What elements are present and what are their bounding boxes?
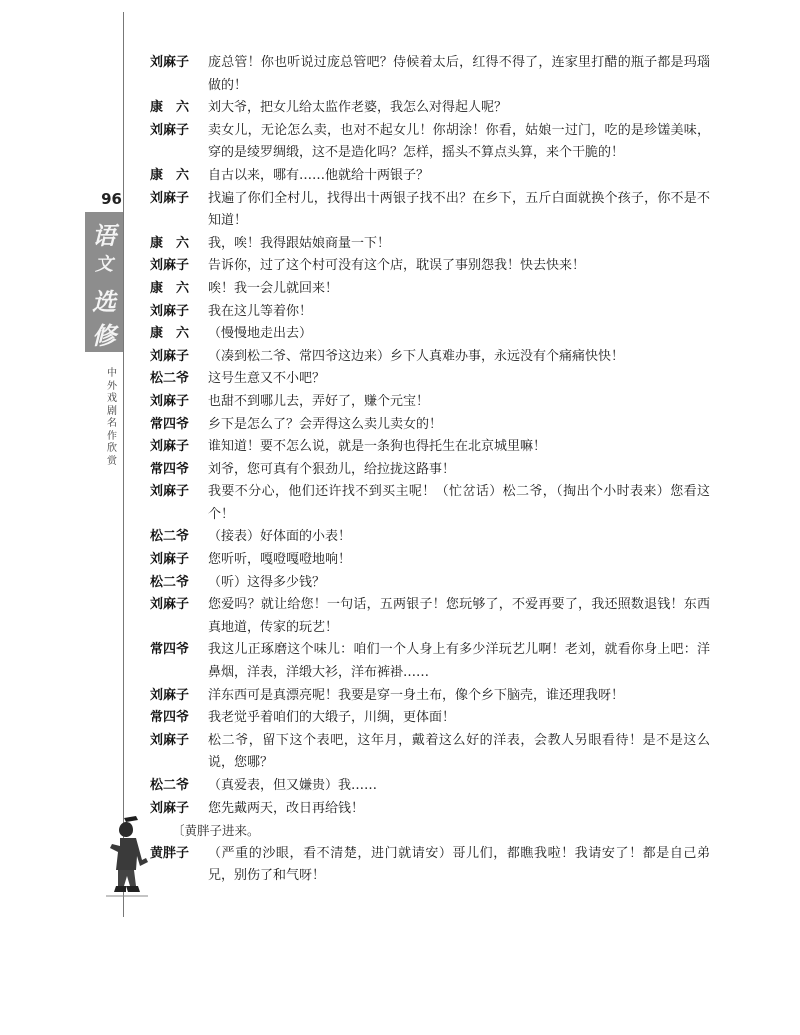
speech-text: 我在这儿等着你！ [208,303,313,319]
dialogue-line [150,323,710,346]
speaker-name: 刘麻子 [150,687,190,703]
dialogue-line [150,278,710,301]
dialogue-line [150,391,710,414]
dialogue-line [150,843,710,888]
speaker-name: 刘麻子 [150,55,190,70]
dialogue-line [150,459,710,482]
dialogue-line [150,436,710,459]
speech-text: 谁知道！要不怎么说，就是一条狗也得托生在北京城里嘛！ [208,439,547,455]
dialogue-line [150,707,710,730]
dialogue-line [150,188,710,233]
speech-text: 我，唉！我得跟姑娘商量一下！ [208,235,391,251]
speech-text: 这号生意又不小吧？ [208,371,326,387]
dialogue-line [150,730,710,775]
speaker-name: 刘麻子 [150,800,190,816]
speech-text: 您先戴两天，改日再给钱！ [208,800,365,816]
dialogue-text [150,52,710,888]
dialogue-line [150,549,710,572]
speech-text: 洋东西可是真漂亮呢！我要是穿一身土布，像个乡下脑壳，谁还理我呀！ [208,687,625,703]
dialogue-line [150,685,710,708]
speaker-name: 常四爷 [150,642,190,658]
speaker-name: 松二爷 [150,529,190,545]
series-title-vertical: 中外戏剧名作欣赏 [107,368,117,467]
speaker-name: 常四爷 [150,416,190,432]
speech-text: 告诉你，过了这个村可没有这个店，耽误了事别怨我！快去快来！ [208,258,586,274]
dialogue-line [150,52,710,97]
band-char: 文 [95,254,113,275]
dialogue-line [150,798,710,821]
dialogue-line [150,572,710,595]
speech-text: （慢慢地走出去） [208,326,313,342]
dialogue-line [150,233,710,256]
speech-text: 卖女儿，无论怎么卖，也对不起女儿！你胡涂！你看，姑娘一过门，吃的是珍馐美味，穿的是绫罗绸缎，这不是造化吗？怎样，摇头不算点头算，来个干脆的！ [208,122,710,161]
dialogue-line [150,97,710,120]
dialogue-line [150,255,710,278]
speech-text: 找遍了你们全村儿，找得出十两银子找不出？在乡下，五斤白面就换个孩子，你不是不知道！ [208,190,710,229]
speech-text: 自古以来，哪有……他就给十两银子？ [208,167,430,183]
speech-text: （接表）好体面的小表！ [208,529,352,545]
speech-text: 您爱吗？就让给您！一句话，五两银子！您玩够了，不爱再要了，我还照数退钱！东西真地道，传家的玩艺！ [208,597,710,635]
dialogue-line [150,414,710,437]
speech-text: 我老觉乎着咱们的大缎子，川绸，更体面！ [208,710,456,726]
margin-rule [123,12,124,917]
dialogue-line [150,120,710,165]
speech-text: 刘爷，您可真有个狠劲儿，给拉拢这路事！ [208,461,456,477]
dialogue-line [150,639,710,684]
speaker-name: 刘麻子 [150,732,190,748]
speech-text: （严重的沙眼，看不清楚，进门就请安）哥儿们，都瞧我啦！我请安了！都是自己弟兄，别伤了和气呀！ [208,845,710,884]
speech-text: 您听听，嘎噔嘎噔地响！ [208,552,352,568]
speaker-name: 刘麻子 [150,484,190,500]
speaker-name: 刘麻子 [150,439,190,455]
speaker-name: 松二爷 [150,778,190,793]
speaker-name: 刘麻子 [150,122,190,138]
speaker-name: 康 六 [150,100,190,116]
speech-text: 唉！我一会儿就回来！ [208,280,339,296]
speech-text: （真爱表，但又嫌贵）我…… [208,778,378,793]
speech-text: 也甜不到哪儿去，弄好了，赚个元宝！ [208,393,430,409]
speech-text: （听）这得多少钱？ [208,574,326,590]
speaker-name: 常四爷 [150,461,190,477]
speaker-name: 刘麻子 [150,597,190,613]
dialogue-line [150,165,710,188]
speaker-name: 康 六 [150,235,190,251]
speech-text: 我要不分心，他们还许找不到买主呢！（忙岔话）松二爷，（掏出个小时表来）您看这个！ [208,484,710,522]
figure-illustration-icon [96,808,156,900]
speech-text: 〔黄胖子进来。 [172,823,260,839]
side-title-band [85,212,123,352]
speaker-name: 康 六 [150,280,190,296]
speaker-name: 康 六 [150,167,190,183]
speech-text: 庞总管！你也听说过庞总管吧？侍候着太后，红得不得了，连家里打醋的瓶子都是玛瑙做的！ [208,55,710,93]
speaker-name: 康 六 [150,326,190,342]
speaker-name: 常四爷 [150,710,190,726]
dialogue-line [150,526,710,549]
band-char: 语 [92,221,116,250]
dialogue-line [150,301,710,324]
dialogue-line [150,481,710,526]
speech-text: （凑到松二爷、常四爷这边来）乡下人真难办事，永远没有个痛痛快快！ [208,348,625,364]
speech-text: 松二爷，留下这个表吧，这年月，戴着这么好的洋表，会教人另眼看待！是不是这么说，您哪？ [208,732,710,771]
band-char: 选 [92,287,116,316]
dialogue-line [150,594,710,639]
speaker-name: 刘麻子 [150,393,190,409]
speaker-name: 松二爷 [150,371,190,387]
speech-text: 乡下是怎么了？会弄得这么卖儿卖女的！ [208,416,443,432]
speaker-name: 刘麻子 [150,190,190,206]
speaker-name: 刘麻子 [150,552,190,568]
speaker-name: 黄胖子 [150,845,190,861]
speaker-name: 刘麻子 [150,258,190,274]
stage-direction [150,820,710,843]
speech-text: 刘大爷，把女儿给太监作老婆，我怎么对得起人呢？ [208,100,508,116]
dialogue-line [150,775,710,798]
speaker-name: 松二爷 [150,574,190,590]
dialogue-line [150,368,710,391]
dialogue-line [150,346,710,369]
speaker-name: 刘麻子 [150,348,190,364]
speech-text: 我这儿正琢磨这个味儿：咱们一个人身上有多少洋玩艺儿啊！老刘，就看你身上吧：洋鼻烟，洋表，洋缎大衫，洋布裤褂…… [208,642,710,681]
page-number: 96 [101,190,122,208]
band-char: 修 [92,321,116,350]
speaker-name: 刘麻子 [150,303,190,319]
